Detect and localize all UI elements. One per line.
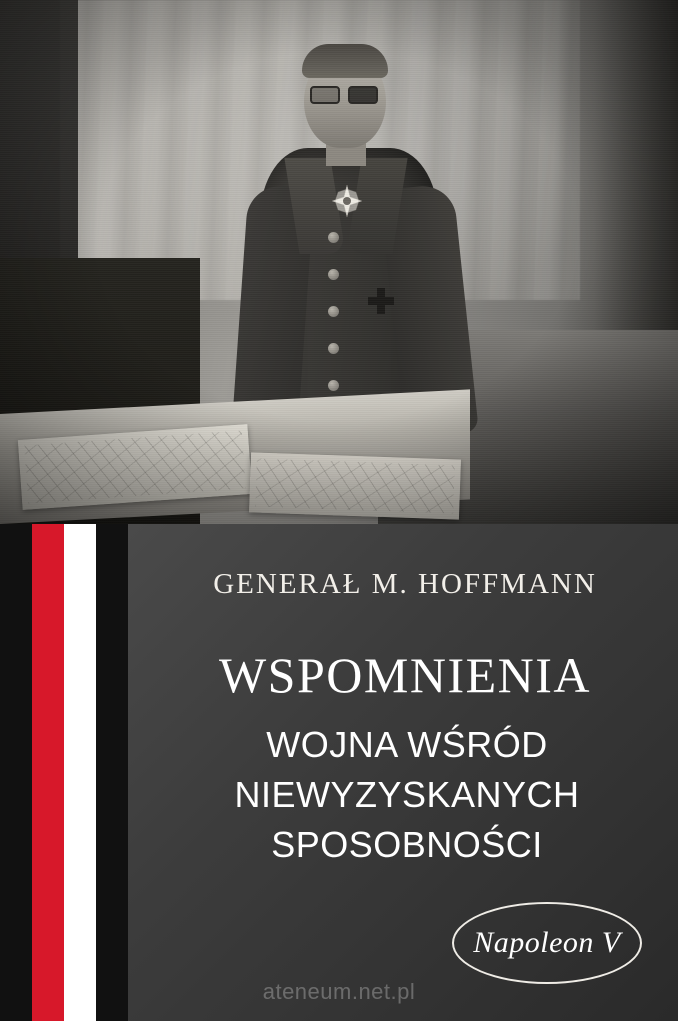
flag-stripes — [0, 524, 128, 1021]
stripe-red — [32, 524, 64, 1021]
author-name: GENERAŁ M. HOFFMANN — [213, 568, 597, 600]
iron-cross-icon — [368, 288, 394, 314]
medal-star-icon — [330, 184, 364, 218]
book-subtitle — [150, 720, 664, 870]
cover-text-panel — [0, 524, 678, 1021]
stripe-white — [64, 524, 96, 1021]
photo-left-panel — [0, 0, 78, 268]
subtitle-line-2: NIEWYZYSKANYCH — [234, 774, 580, 815]
subtitle-line-1: WOJNA WŚRÓD — [266, 724, 548, 765]
stripe-black — [96, 524, 128, 1021]
officer-hair — [302, 44, 388, 78]
publisher-logo — [452, 902, 642, 984]
publisher-logo-text: Napoleon V — [473, 926, 621, 959]
photo-right-curtain — [558, 0, 678, 340]
photo-map-sheet-right — [249, 452, 461, 519]
stripe-black-outer — [0, 524, 32, 1021]
subtitle-line-3: SPOSOBNOŚCI — [271, 824, 543, 865]
monocle-glasses-icon — [310, 86, 380, 101]
book-title: WSPOMNIENIA — [218, 647, 592, 703]
watermark-text: ateneum.net.pl — [262, 979, 416, 1004]
